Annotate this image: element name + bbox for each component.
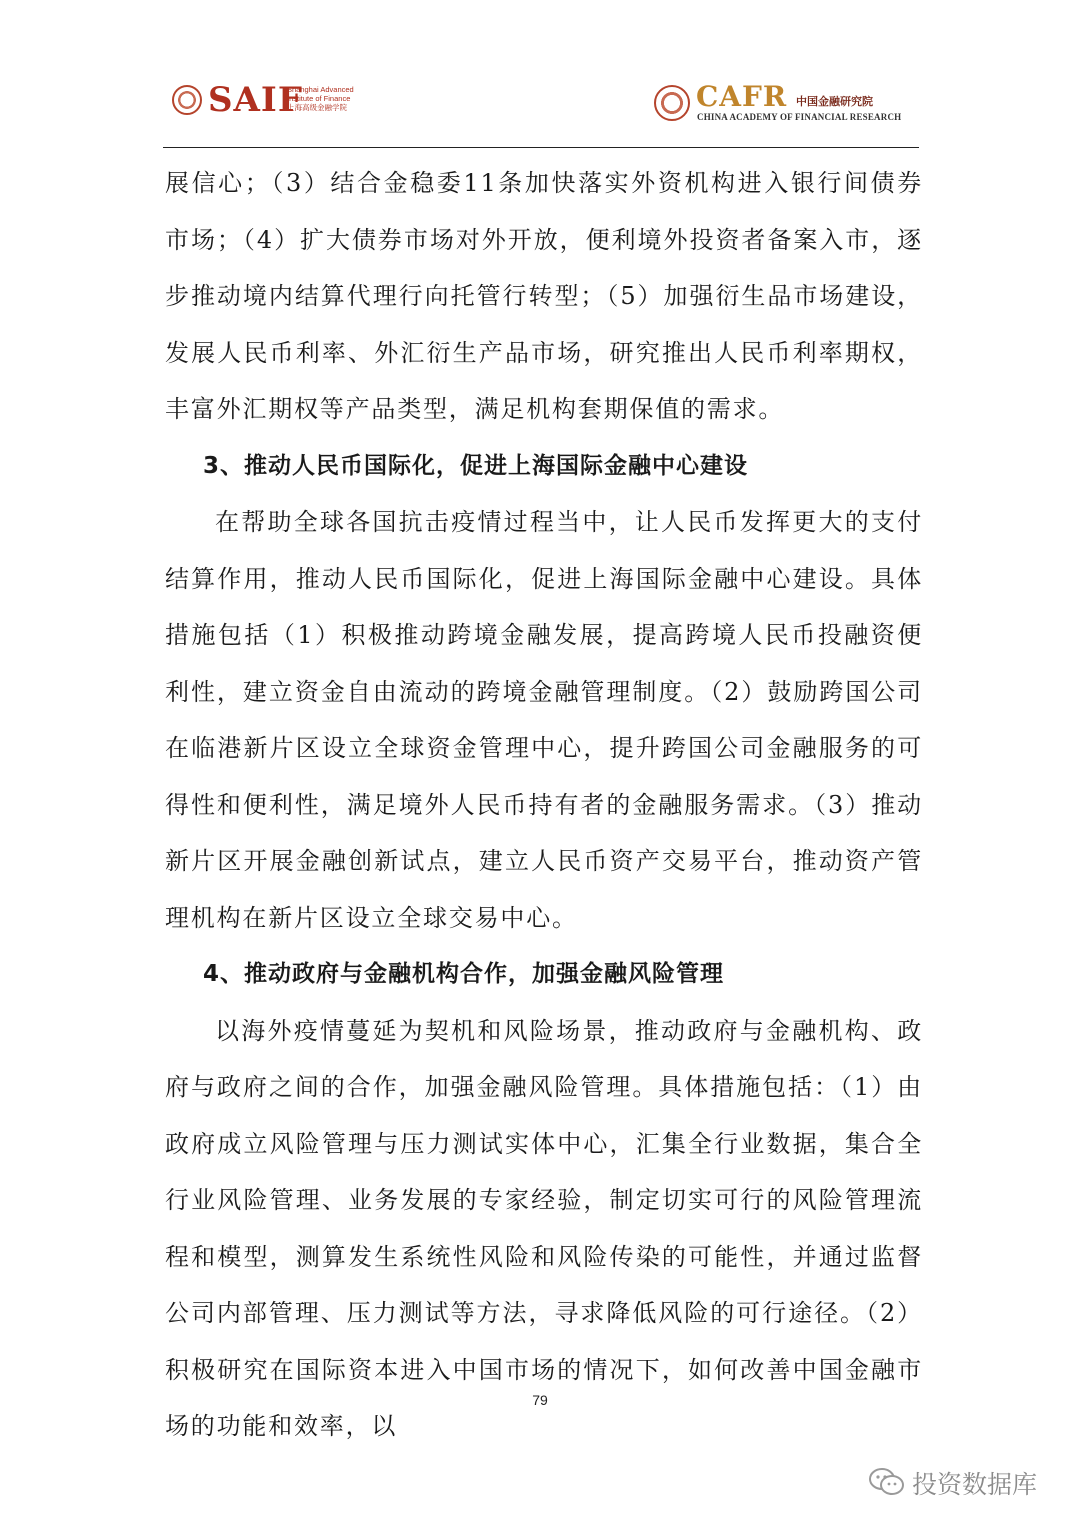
header-divider xyxy=(163,147,919,148)
document-body xyxy=(165,155,923,1455)
paragraph-section-3: 在帮助全球各国抗击疫情过程当中，让人民币发挥更大的支付结算作用，推动人民币国际化，促进上海国际金融中心建设。具体措施包括（1）积极推动跨境金融发展，提高跨境人民币投融资便利性，建立资金自由流动的跨境金融管理制度。（2）鼓励跨国公司在临港新片区设立全球资金管理中心，提升跨国公司金融服务的可得性和便利性，满足境外人民币持有者的金融服务需求。（3）推动新片区开展金融创新试点，建立人民币资产交易平台，推动资产管理机构在新片区设立全球交易中心。 xyxy=(165,508,923,932)
cafr-english-name: CHINA ACADEMY OF FINANCIAL RESEARCH xyxy=(697,112,902,122)
saif-wordmark: SAIF xyxy=(208,80,303,120)
paragraph-section-4: 以海外疫情蔓延为契机和风险场景，推动政府与金融机构、政府与政府之间的合作，加强金融风险管理。具体措施包括：（1）由政府成立风险管理与压力测试实体中心，汇集全行业数据，集合全行业风险管理、业务发展的专家经验，制定切实可行的风险管理流程和模型，测算发生系统性风险和风险传染的可能性，并通过监督公司内部管理、压力测试等方法，寻求降低风险的可行途径。（2）积极研究在国际资本进入中国市场的情况下，如何改善中国金融市场的功能和效率，以 xyxy=(165,1016,923,1440)
saif-subtitle-line: Shanghai Advanced xyxy=(287,85,354,94)
paragraph-intro: 展信心；（3）结合金稳委11条加快落实外资机构进入银行间债券市场；（4）扩大债券市场对外开放，便利境外投资者备案入市，逐步推动境内结算代理行向托管行转型；（5）加强衍生品市场建设，发展人民币利率、外汇衍生产品市场，研究推出人民币利率期权，丰富外汇期权等产品类型，满足机构套期保值的需求。 xyxy=(165,169,923,423)
cafr-chinese-name: 中国金融研究院 xyxy=(796,95,873,108)
section-heading-4: 4、推动政府与金融机构合作，加强金融风险管理 xyxy=(203,961,725,987)
cafr-seal-icon xyxy=(654,85,690,121)
wechat-icon xyxy=(868,1466,906,1498)
saif-subtitle-line: Institute of Finance xyxy=(287,94,351,103)
page-number: 79 xyxy=(532,1392,548,1408)
cafr-wordmark: CAFR xyxy=(696,80,788,113)
saif-seal-icon xyxy=(172,85,202,115)
page-header xyxy=(0,0,1080,150)
saif-subtitle xyxy=(287,85,362,112)
saif-subtitle-line: 上海高级金融学院 xyxy=(287,103,347,112)
section-heading-3: 3、推动人民币国际化，促进上海国际金融中心建设 xyxy=(203,452,749,479)
watermark-text: 投资数据库 xyxy=(912,1470,1038,1499)
